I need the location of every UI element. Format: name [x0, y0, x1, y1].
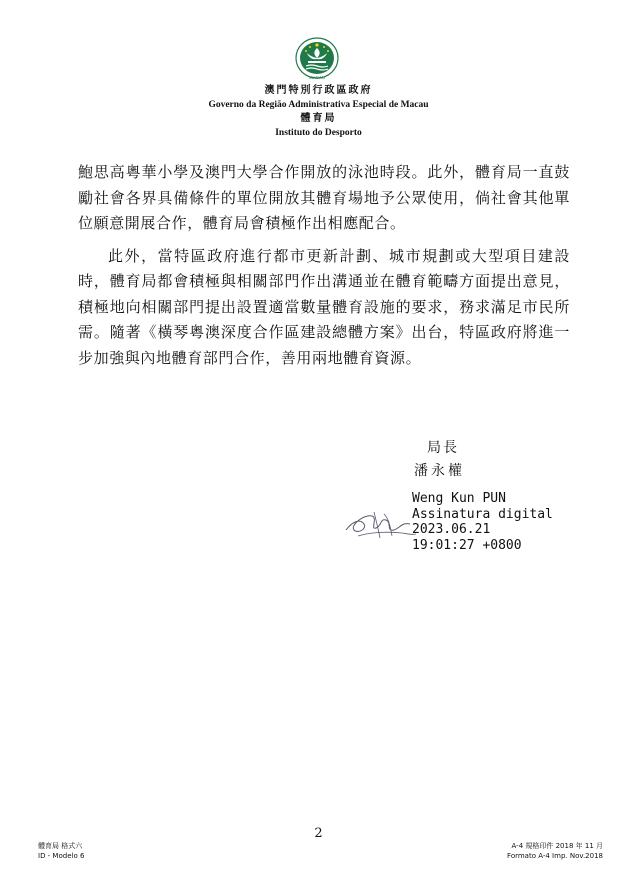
- handwritten-signature-icon: [340, 500, 420, 544]
- macau-emblem-icon: [288, 36, 346, 82]
- footer-format-pt: Formato A-4 Imp. Nov.2018: [507, 852, 603, 860]
- bureau-name-zh: 體育局: [300, 113, 337, 124]
- digital-time: 19:01:27 +0800: [412, 537, 522, 553]
- page-number: 2: [314, 826, 323, 841]
- digital-label: Assinatura digital: [412, 506, 553, 522]
- body-paragraph-1: 鮑思高粵華小學及澳門大學合作開放的泳池時段。此外，體育局一直鼓勵社會各界具備條件的單位開放其體育場地予公眾使用，倘社會其他單位願意開展合作，體育局會積極作出相應配合。: [78, 163, 570, 232]
- footer-form-pt: ID - Modelo 6: [38, 852, 85, 860]
- region-name-zh: 澳門特別行政區政府: [264, 85, 373, 96]
- svg-text:MACAU: MACAU: [308, 75, 326, 80]
- bureau-name-pt: Instituto do Desporto: [275, 128, 362, 138]
- footer-right: [507, 841, 603, 861]
- region-name-pt: Governo da Região Administrativa Especial de Macau: [208, 100, 429, 110]
- letterhead: [0, 84, 637, 140]
- footer-left: [38, 841, 84, 861]
- signatory-name: 潘永權: [414, 463, 465, 479]
- signatory-title: 局長: [427, 440, 459, 456]
- digital-signer: Weng Kun PUN: [412, 491, 506, 506]
- footer-form-zh: 體育局 格式六: [38, 842, 83, 850]
- letter-body: [78, 160, 570, 371]
- digital-date: 2023.06.21: [412, 522, 491, 537]
- body-paragraph-2: 此外，當特區政府進行都市更新計劃、城市規劃或大型項目建設時，體育局都會積極與相關部門作出溝通並在體育範疇方面提出意見，積極地向相關部門提出設置適當數量體育設施的要求，務求滿足市民所需。隨著《橫琴粵澳深度合作區建設總體方案》出台，特區政府將進一步加強與內地體育部門合作，善用兩地體育資源。: [78, 246, 570, 367]
- digital-signature-stamp: [412, 491, 553, 553]
- footer-format-zh: A-4 規格印件 2018 年 11 月: [511, 842, 603, 850]
